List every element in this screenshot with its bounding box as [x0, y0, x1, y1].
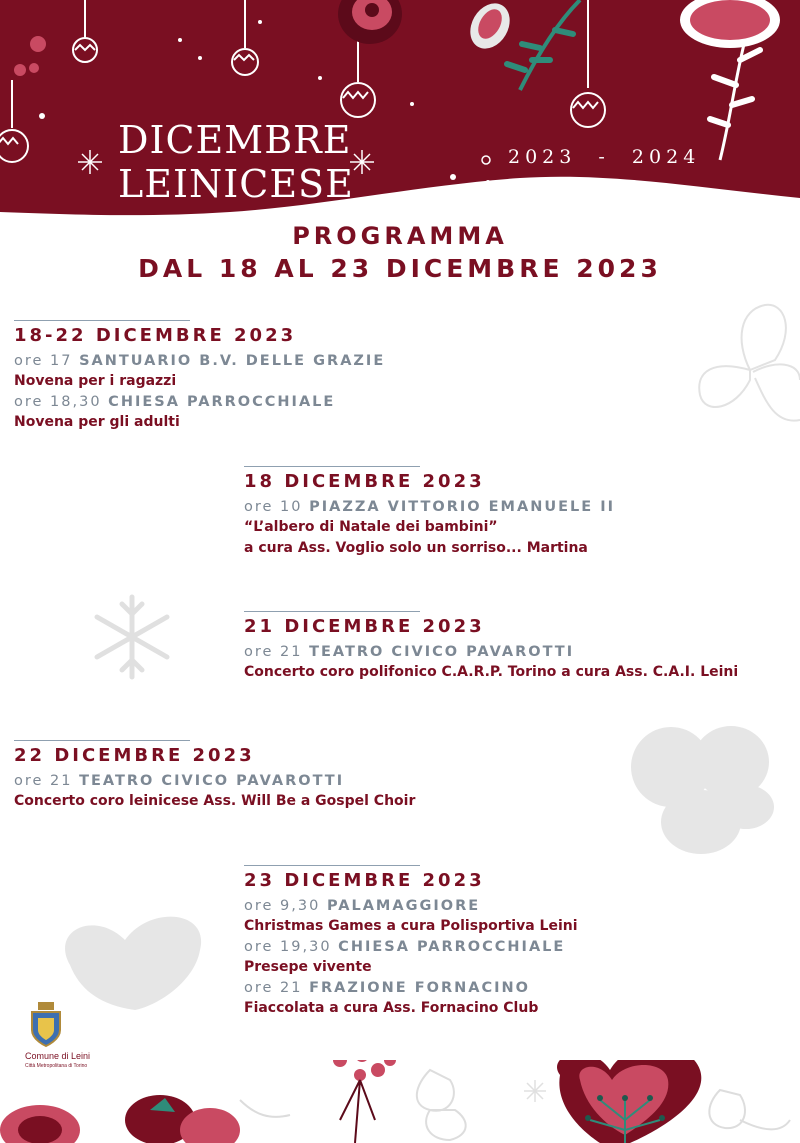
event-description: “L’albero di Natale dei bambini” [244, 519, 498, 535]
event-place: PIAZZA VITTORIO EMANUELE II [309, 499, 615, 515]
divider [244, 611, 420, 612]
event-description: Novena per gli adulti [14, 414, 180, 430]
header-banner [0, 0, 800, 230]
event-block [244, 611, 738, 683]
programma-dates: DAL 18 AL 23 DICEMBRE 2023 [138, 254, 662, 283]
logo-name: Comune di Leini [25, 1051, 91, 1061]
event-description: Concerto coro leinicese Ass. Will Be a Gospel Choir [14, 793, 416, 809]
event-block [14, 740, 415, 812]
event-description: a cura Ass. Voglio solo un sorriso... Martina [244, 540, 588, 556]
event-place: PALAMAGGIORE [326, 898, 481, 914]
event-time-place [244, 896, 578, 916]
event-time: ore 9,30 [244, 898, 321, 914]
event-block [244, 466, 615, 559]
bottom-flowers-decoration [0, 1060, 800, 1143]
event-block [244, 865, 578, 1019]
header-title [118, 118, 354, 206]
event-description: Christmas Games a cura Polisportiva Leini [244, 918, 578, 934]
event-date: 23 DICEMBRE 2023 [244, 870, 485, 891]
event-place: FRAZIONE FORNACINO [309, 980, 530, 996]
event-description: Fiaccolata a cura Ass. Fornacino Club [244, 1000, 539, 1016]
event-place: SANTUARIO B.V. DELLE GRAZIE [79, 353, 386, 369]
divider [244, 865, 420, 866]
event-place: CHIESA PARROCCHIALE [108, 394, 336, 410]
event-time-place [244, 497, 615, 517]
event-time: ore 17 [14, 353, 73, 369]
event-time-place [244, 978, 578, 998]
event-description: Concerto coro polifonico C.A.R.P. Torino a cura Ass. C.A.I. Leini [244, 664, 739, 680]
header-title-line2: LEINICESE [118, 162, 354, 206]
event-date: 18-22 DICEMBRE 2023 [14, 325, 297, 346]
divider [244, 466, 420, 467]
coat-of-arms-icon [28, 1000, 64, 1048]
event-description: Presepe vivente [244, 959, 372, 975]
flower-decoration [626, 722, 776, 857]
event-time: ore 21 [244, 980, 303, 996]
divider [14, 740, 190, 741]
event-time: ore 10 [244, 499, 303, 515]
event-time: ore 18,30 [14, 394, 102, 410]
header-title-line1: DICEMBRE [118, 118, 352, 162]
event-date: 21 DICEMBRE 2023 [244, 616, 485, 637]
header-years: 2023 - 2024 [508, 146, 701, 168]
event-time: ore 19,30 [244, 939, 332, 955]
event-time-place [244, 937, 578, 957]
programma-heading: PROGRAMMA [292, 222, 508, 250]
event-time: ore 21 [14, 773, 73, 789]
event-time: ore 21 [244, 644, 303, 660]
event-block [14, 320, 385, 433]
event-place: TEATRO CIVICO PAVAROTTI [309, 644, 575, 660]
event-time-place [14, 771, 415, 791]
divider [14, 320, 190, 321]
logo-subtitle: Città Metropolitana di Torino [25, 1063, 88, 1069]
event-date: 22 DICEMBRE 2023 [14, 745, 255, 766]
event-place: CHIESA PARROCCHIALE [338, 939, 566, 955]
event-date: 18 DICEMBRE 2023 [244, 471, 485, 492]
snowflake-icon [92, 592, 172, 682]
event-time-place [14, 351, 385, 371]
event-place: TEATRO CIVICO PAVAROTTI [79, 773, 345, 789]
heart-decoration [50, 905, 210, 1015]
event-time-place [14, 392, 385, 412]
flower-outline-decoration [695, 300, 800, 430]
event-time-place [244, 642, 738, 662]
event-description: Novena per i ragazzi [14, 373, 177, 389]
